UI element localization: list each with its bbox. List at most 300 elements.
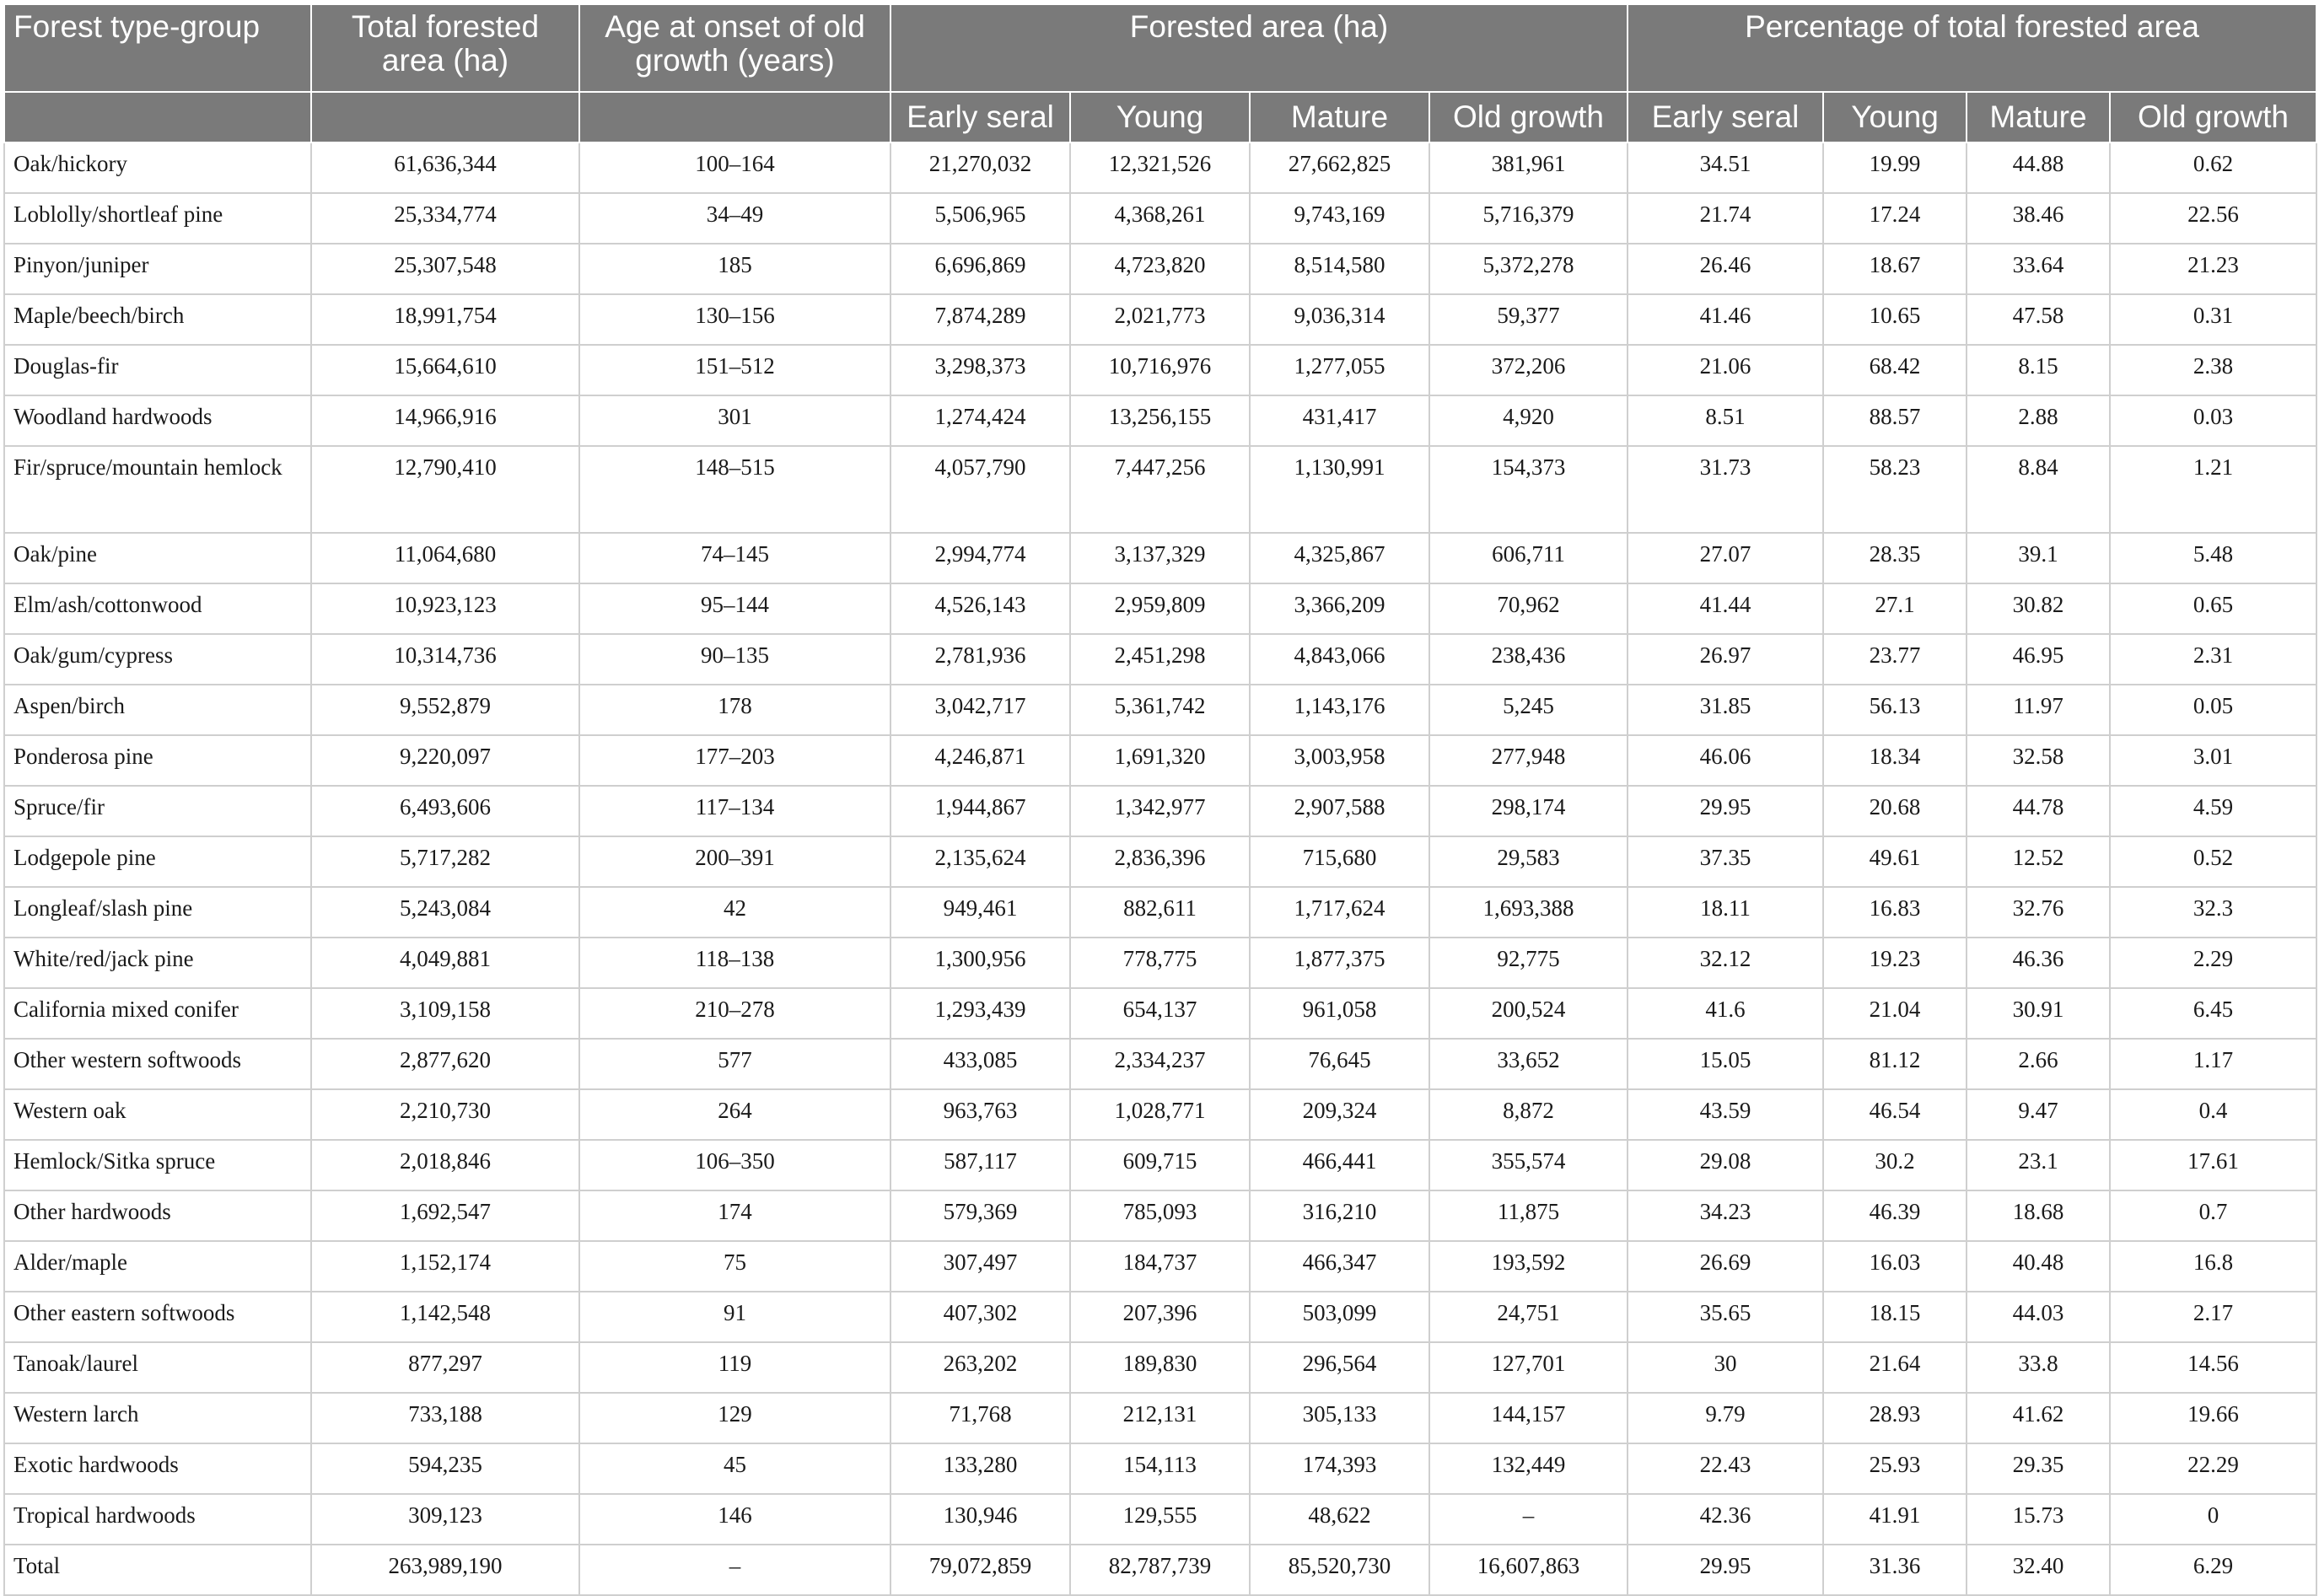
cell-onset-age: 45 xyxy=(579,1443,890,1494)
cell-pct-early-seral: 43.59 xyxy=(1628,1089,1823,1140)
cell-area-mature: 466,441 xyxy=(1250,1140,1429,1190)
cell-pct-early-seral: 29.08 xyxy=(1628,1140,1823,1190)
cell-pct-early-seral: 29.95 xyxy=(1628,786,1823,836)
cell-area-early-seral: 2,135,624 xyxy=(890,836,1070,887)
cell-pct-old-growth: 17.61 xyxy=(2110,1140,2316,1190)
cell-area-early-seral: 7,874,289 xyxy=(890,294,1070,345)
cell-pct-early-seral: 26.97 xyxy=(1628,634,1823,685)
cell-forest-type: Woodland hardwoods xyxy=(4,395,311,446)
cell-area-mature: 209,324 xyxy=(1250,1089,1429,1140)
cell-area-young: 5,361,742 xyxy=(1070,685,1250,735)
subheader-pct-old-growth: Old growth xyxy=(2110,92,2316,142)
cell-pct-mature: 2.88 xyxy=(1967,395,2110,446)
cell-area-early-seral: 587,117 xyxy=(890,1140,1070,1190)
cell-forest-type: Tanoak/laurel xyxy=(4,1342,311,1393)
table-row xyxy=(4,634,2316,685)
cell-area-old-growth: 372,206 xyxy=(1429,345,1628,395)
cell-pct-early-seral: 41.46 xyxy=(1628,294,1823,345)
cell-area-young: 189,830 xyxy=(1070,1342,1250,1393)
cell-pct-old-growth: 22.56 xyxy=(2110,193,2316,244)
cell-forest-type: Douglas-fir xyxy=(4,345,311,395)
cell-area-mature: 4,843,066 xyxy=(1250,634,1429,685)
cell-total-area: 309,123 xyxy=(311,1494,579,1545)
cell-area-mature: 1,717,624 xyxy=(1250,887,1429,938)
cell-area-mature: 85,520,730 xyxy=(1250,1545,1429,1595)
cell-pct-mature: 32.76 xyxy=(1967,887,2110,938)
cell-forest-type: Lodgepole pine xyxy=(4,836,311,887)
table-row xyxy=(4,583,2316,634)
cell-pct-young: 46.54 xyxy=(1823,1089,1967,1140)
cell-onset-age: 42 xyxy=(579,887,890,938)
cell-area-young: 1,342,977 xyxy=(1070,786,1250,836)
cell-forest-type: Oak/pine xyxy=(4,533,311,583)
cell-pct-mature: 8.84 xyxy=(1967,446,2110,533)
cell-area-young: 7,447,256 xyxy=(1070,446,1250,533)
cell-pct-young: 18.67 xyxy=(1823,244,1967,294)
cell-total-area: 10,923,123 xyxy=(311,583,579,634)
cell-area-early-seral: 133,280 xyxy=(890,1443,1070,1494)
cell-area-early-seral: 1,300,956 xyxy=(890,938,1070,988)
cell-pct-young: 68.42 xyxy=(1823,345,1967,395)
cell-area-young: 2,959,809 xyxy=(1070,583,1250,634)
cell-pct-mature: 38.46 xyxy=(1967,193,2110,244)
cell-area-mature: 296,564 xyxy=(1250,1342,1429,1393)
cell-total-area: 5,717,282 xyxy=(311,836,579,887)
cell-pct-old-growth: 5.48 xyxy=(2110,533,2316,583)
cell-total-area: 25,334,774 xyxy=(311,193,579,244)
cell-area-early-seral: 1,274,424 xyxy=(890,395,1070,446)
table-row xyxy=(4,1039,2316,1089)
cell-pct-mature: 44.88 xyxy=(1967,142,2110,193)
header-forest-type: Forest type-group xyxy=(4,4,311,92)
cell-forest-type: Aspen/birch xyxy=(4,685,311,735)
table-row xyxy=(4,244,2316,294)
cell-pct-mature: 11.97 xyxy=(1967,685,2110,735)
cell-pct-mature: 33.8 xyxy=(1967,1342,2110,1393)
cell-area-old-growth: 92,775 xyxy=(1429,938,1628,988)
cell-area-mature: 27,662,825 xyxy=(1250,142,1429,193)
cell-total-area: 10,314,736 xyxy=(311,634,579,685)
cell-pct-young: 28.35 xyxy=(1823,533,1967,583)
cell-area-mature: 1,277,055 xyxy=(1250,345,1429,395)
cell-pct-early-seral: 30 xyxy=(1628,1342,1823,1393)
forest-type-table xyxy=(3,3,2317,1596)
cell-area-young: 13,256,155 xyxy=(1070,395,1250,446)
subheader-pct-young: Young xyxy=(1823,92,1967,142)
cell-area-old-growth: 5,372,278 xyxy=(1429,244,1628,294)
table-row xyxy=(4,193,2316,244)
cell-pct-mature: 33.64 xyxy=(1967,244,2110,294)
cell-area-old-growth: 59,377 xyxy=(1429,294,1628,345)
cell-area-mature: 431,417 xyxy=(1250,395,1429,446)
cell-forest-type: Oak/hickory xyxy=(4,142,311,193)
cell-pct-young: 16.83 xyxy=(1823,887,1967,938)
cell-pct-mature: 2.66 xyxy=(1967,1039,2110,1089)
table-row xyxy=(4,938,2316,988)
cell-area-early-seral: 4,526,143 xyxy=(890,583,1070,634)
cell-pct-old-growth: 16.8 xyxy=(2110,1241,2316,1292)
cell-pct-old-growth: 3.01 xyxy=(2110,735,2316,786)
cell-forest-type: Exotic hardwoods xyxy=(4,1443,311,1494)
cell-pct-mature: 23.1 xyxy=(1967,1140,2110,1190)
cell-area-mature: 961,058 xyxy=(1250,988,1429,1039)
cell-onset-age: 117–134 xyxy=(579,786,890,836)
cell-area-old-growth: 355,574 xyxy=(1429,1140,1628,1190)
cell-onset-age: 130–156 xyxy=(579,294,890,345)
cell-pct-old-growth: 1.21 xyxy=(2110,446,2316,533)
cell-onset-age: 301 xyxy=(579,395,890,446)
cell-area-early-seral: 21,270,032 xyxy=(890,142,1070,193)
cell-area-early-seral: 1,944,867 xyxy=(890,786,1070,836)
cell-pct-young: 81.12 xyxy=(1823,1039,1967,1089)
cell-area-mature: 503,099 xyxy=(1250,1292,1429,1342)
cell-area-old-growth: – xyxy=(1429,1494,1628,1545)
table-row xyxy=(4,1089,2316,1140)
cell-pct-young: 19.99 xyxy=(1823,142,1967,193)
cell-forest-type: Ponderosa pine xyxy=(4,735,311,786)
cell-forest-type: Longleaf/slash pine xyxy=(4,887,311,938)
table-row xyxy=(4,1190,2316,1241)
cell-forest-type: Total xyxy=(4,1545,311,1595)
table-row xyxy=(4,1443,2316,1494)
cell-pct-young: 88.57 xyxy=(1823,395,1967,446)
cell-onset-age: 129 xyxy=(579,1393,890,1443)
cell-area-early-seral: 4,057,790 xyxy=(890,446,1070,533)
cell-pct-old-growth: 2.29 xyxy=(2110,938,2316,988)
cell-pct-old-growth: 22.29 xyxy=(2110,1443,2316,1494)
cell-pct-early-seral: 21.74 xyxy=(1628,193,1823,244)
cell-area-mature: 8,514,580 xyxy=(1250,244,1429,294)
cell-area-early-seral: 3,042,717 xyxy=(890,685,1070,735)
cell-pct-early-seral: 41.6 xyxy=(1628,988,1823,1039)
cell-pct-early-seral: 9.79 xyxy=(1628,1393,1823,1443)
cell-area-old-growth: 200,524 xyxy=(1429,988,1628,1039)
cell-area-old-growth: 144,157 xyxy=(1429,1393,1628,1443)
cell-area-early-seral: 307,497 xyxy=(890,1241,1070,1292)
cell-total-area: 3,109,158 xyxy=(311,988,579,1039)
cell-area-young: 654,137 xyxy=(1070,988,1250,1039)
cell-total-area: 6,493,606 xyxy=(311,786,579,836)
cell-pct-mature: 46.36 xyxy=(1967,938,2110,988)
cell-area-young: 609,715 xyxy=(1070,1140,1250,1190)
table-body xyxy=(4,142,2316,1595)
table-row xyxy=(4,786,2316,836)
cell-pct-early-seral: 31.85 xyxy=(1628,685,1823,735)
cell-area-mature: 4,325,867 xyxy=(1250,533,1429,583)
cell-pct-early-seral: 21.06 xyxy=(1628,345,1823,395)
cell-forest-type: Fir/spruce/mountain hemlock xyxy=(4,446,311,533)
cell-forest-type: Spruce/fir xyxy=(4,786,311,836)
cell-area-old-growth: 5,716,379 xyxy=(1429,193,1628,244)
cell-forest-type: Loblolly/shortleaf pine xyxy=(4,193,311,244)
cell-area-young: 1,691,320 xyxy=(1070,735,1250,786)
cell-area-old-growth: 5,245 xyxy=(1429,685,1628,735)
cell-area-mature: 48,622 xyxy=(1250,1494,1429,1545)
cell-pct-mature: 47.58 xyxy=(1967,294,2110,345)
table-row xyxy=(4,1393,2316,1443)
cell-area-mature: 1,143,176 xyxy=(1250,685,1429,735)
cell-area-mature: 1,877,375 xyxy=(1250,938,1429,988)
cell-forest-type: Other hardwoods xyxy=(4,1190,311,1241)
cell-area-early-seral: 3,298,373 xyxy=(890,345,1070,395)
cell-pct-young: 21.64 xyxy=(1823,1342,1967,1393)
table-row xyxy=(4,395,2316,446)
cell-area-early-seral: 949,461 xyxy=(890,887,1070,938)
cell-pct-mature: 9.47 xyxy=(1967,1089,2110,1140)
cell-total-area: 2,210,730 xyxy=(311,1089,579,1140)
cell-area-mature: 9,036,314 xyxy=(1250,294,1429,345)
cell-onset-age: 178 xyxy=(579,685,890,735)
cell-area-old-growth: 11,875 xyxy=(1429,1190,1628,1241)
cell-area-mature: 3,366,209 xyxy=(1250,583,1429,634)
cell-pct-early-seral: 34.51 xyxy=(1628,142,1823,193)
cell-pct-mature: 29.35 xyxy=(1967,1443,2110,1494)
cell-onset-age: 177–203 xyxy=(579,735,890,786)
cell-area-young: 12,321,526 xyxy=(1070,142,1250,193)
cell-pct-early-seral: 26.69 xyxy=(1628,1241,1823,1292)
cell-pct-young: 10.65 xyxy=(1823,294,1967,345)
cell-area-mature: 305,133 xyxy=(1250,1393,1429,1443)
table-row xyxy=(4,836,2316,887)
cell-pct-old-growth: 2.17 xyxy=(2110,1292,2316,1342)
cell-pct-old-growth: 14.56 xyxy=(2110,1342,2316,1393)
cell-forest-type: Other western softwoods xyxy=(4,1039,311,1089)
cell-pct-mature: 46.95 xyxy=(1967,634,2110,685)
cell-area-early-seral: 79,072,859 xyxy=(890,1545,1070,1595)
cell-pct-mature: 12.52 xyxy=(1967,836,2110,887)
cell-onset-age: 185 xyxy=(579,244,890,294)
cell-area-old-growth: 606,711 xyxy=(1429,533,1628,583)
cell-pct-mature: 30.91 xyxy=(1967,988,2110,1039)
cell-pct-young: 25.93 xyxy=(1823,1443,1967,1494)
cell-forest-type: Elm/ash/cottonwood xyxy=(4,583,311,634)
cell-onset-age: 74–145 xyxy=(579,533,890,583)
cell-pct-old-growth: 1.17 xyxy=(2110,1039,2316,1089)
cell-onset-age: 146 xyxy=(579,1494,890,1545)
cell-pct-old-growth: 0.31 xyxy=(2110,294,2316,345)
cell-pct-early-seral: 41.44 xyxy=(1628,583,1823,634)
cell-onset-age: 34–49 xyxy=(579,193,890,244)
cell-pct-young: 56.13 xyxy=(1823,685,1967,735)
header-total-area: Total forested area (ha) xyxy=(311,4,579,92)
cell-pct-early-seral: 31.73 xyxy=(1628,446,1823,533)
cell-area-early-seral: 6,696,869 xyxy=(890,244,1070,294)
cell-area-old-growth: 1,693,388 xyxy=(1429,887,1628,938)
table-row xyxy=(4,1140,2316,1190)
cell-onset-age: 90–135 xyxy=(579,634,890,685)
cell-pct-early-seral: 46.06 xyxy=(1628,735,1823,786)
header-percentage: Percentage of total forested area xyxy=(1628,4,2316,92)
cell-area-early-seral: 71,768 xyxy=(890,1393,1070,1443)
cell-pct-young: 58.23 xyxy=(1823,446,1967,533)
cell-total-area: 2,018,846 xyxy=(311,1140,579,1190)
cell-area-young: 2,021,773 xyxy=(1070,294,1250,345)
cell-area-young: 129,555 xyxy=(1070,1494,1250,1545)
table-row xyxy=(4,887,2316,938)
cell-area-mature: 3,003,958 xyxy=(1250,735,1429,786)
cell-forest-type: Hemlock/Sitka spruce xyxy=(4,1140,311,1190)
cell-onset-age: 151–512 xyxy=(579,345,890,395)
cell-forest-type: Western oak xyxy=(4,1089,311,1140)
cell-area-old-growth: 193,592 xyxy=(1429,1241,1628,1292)
cell-area-mature: 76,645 xyxy=(1250,1039,1429,1089)
cell-area-young: 82,787,739 xyxy=(1070,1545,1250,1595)
table-row xyxy=(4,142,2316,193)
cell-pct-old-growth: 0 xyxy=(2110,1494,2316,1545)
cell-pct-young: 28.93 xyxy=(1823,1393,1967,1443)
cell-pct-early-seral: 8.51 xyxy=(1628,395,1823,446)
subheader-area-young: Young xyxy=(1070,92,1250,142)
cell-area-mature: 715,680 xyxy=(1250,836,1429,887)
cell-pct-mature: 18.68 xyxy=(1967,1190,2110,1241)
cell-area-old-growth: 127,701 xyxy=(1429,1342,1628,1393)
cell-pct-old-growth: 0.65 xyxy=(2110,583,2316,634)
cell-pct-mature: 41.62 xyxy=(1967,1393,2110,1443)
header-blank xyxy=(579,92,890,142)
cell-pct-young: 18.34 xyxy=(1823,735,1967,786)
cell-total-area: 4,049,881 xyxy=(311,938,579,988)
cell-onset-age: 100–164 xyxy=(579,142,890,193)
cell-total-area: 9,552,879 xyxy=(311,685,579,735)
cell-area-mature: 9,743,169 xyxy=(1250,193,1429,244)
cell-area-old-growth: 16,607,863 xyxy=(1429,1545,1628,1595)
cell-total-area: 1,142,548 xyxy=(311,1292,579,1342)
cell-forest-type: Western larch xyxy=(4,1393,311,1443)
table-row xyxy=(4,685,2316,735)
cell-area-young: 778,775 xyxy=(1070,938,1250,988)
header-onset-age: Age at onset of old growth (years) xyxy=(579,4,890,92)
cell-onset-age: 118–138 xyxy=(579,938,890,988)
cell-area-mature: 1,130,991 xyxy=(1250,446,1429,533)
cell-area-early-seral: 5,506,965 xyxy=(890,193,1070,244)
cell-onset-age: 200–391 xyxy=(579,836,890,887)
cell-area-young: 2,836,396 xyxy=(1070,836,1250,887)
cell-area-early-seral: 263,202 xyxy=(890,1342,1070,1393)
subheader-area-early-seral: Early seral xyxy=(890,92,1070,142)
cell-area-old-growth: 132,449 xyxy=(1429,1443,1628,1494)
cell-area-early-seral: 4,246,871 xyxy=(890,735,1070,786)
cell-area-early-seral: 2,781,936 xyxy=(890,634,1070,685)
cell-area-young: 10,716,976 xyxy=(1070,345,1250,395)
cell-pct-mature: 15.73 xyxy=(1967,1494,2110,1545)
cell-pct-mature: 32.40 xyxy=(1967,1545,2110,1595)
cell-area-mature: 466,347 xyxy=(1250,1241,1429,1292)
cell-total-area: 12,790,410 xyxy=(311,446,579,533)
cell-pct-young: 41.91 xyxy=(1823,1494,1967,1545)
cell-area-old-growth: 298,174 xyxy=(1429,786,1628,836)
cell-area-young: 3,137,329 xyxy=(1070,533,1250,583)
cell-pct-young: 20.68 xyxy=(1823,786,1967,836)
cell-area-old-growth: 4,920 xyxy=(1429,395,1628,446)
cell-pct-young: 46.39 xyxy=(1823,1190,1967,1241)
cell-pct-early-seral: 35.65 xyxy=(1628,1292,1823,1342)
cell-pct-old-growth: 2.31 xyxy=(2110,634,2316,685)
cell-onset-age: 75 xyxy=(579,1241,890,1292)
cell-pct-young: 16.03 xyxy=(1823,1241,1967,1292)
cell-area-old-growth: 8,872 xyxy=(1429,1089,1628,1140)
cell-area-early-seral: 433,085 xyxy=(890,1039,1070,1089)
cell-onset-age: 119 xyxy=(579,1342,890,1393)
cell-total-area: 5,243,084 xyxy=(311,887,579,938)
total-row xyxy=(4,1545,2316,1595)
cell-pct-early-seral: 22.43 xyxy=(1628,1443,1823,1494)
cell-onset-age: 264 xyxy=(579,1089,890,1140)
cell-pct-old-growth: 32.3 xyxy=(2110,887,2316,938)
cell-area-young: 2,451,298 xyxy=(1070,634,1250,685)
cell-area-old-growth: 154,373 xyxy=(1429,446,1628,533)
cell-pct-young: 49.61 xyxy=(1823,836,1967,887)
cell-onset-age: 174 xyxy=(579,1190,890,1241)
cell-forest-type: Maple/beech/birch xyxy=(4,294,311,345)
cell-forest-type: Pinyon/juniper xyxy=(4,244,311,294)
cell-pct-young: 23.77 xyxy=(1823,634,1967,685)
cell-total-area: 263,989,190 xyxy=(311,1545,579,1595)
cell-pct-old-growth: 21.23 xyxy=(2110,244,2316,294)
table-row xyxy=(4,1241,2316,1292)
cell-pct-early-seral: 32.12 xyxy=(1628,938,1823,988)
cell-pct-old-growth: 6.29 xyxy=(2110,1545,2316,1595)
cell-pct-early-seral: 42.36 xyxy=(1628,1494,1823,1545)
cell-pct-young: 21.04 xyxy=(1823,988,1967,1039)
cell-area-young: 212,131 xyxy=(1070,1393,1250,1443)
cell-area-early-seral: 130,946 xyxy=(890,1494,1070,1545)
table-row xyxy=(4,533,2316,583)
cell-pct-early-seral: 37.35 xyxy=(1628,836,1823,887)
cell-onset-age: 210–278 xyxy=(579,988,890,1039)
cell-pct-old-growth: 0.52 xyxy=(2110,836,2316,887)
cell-area-young: 882,611 xyxy=(1070,887,1250,938)
cell-onset-age: 95–144 xyxy=(579,583,890,634)
header-blank xyxy=(4,92,311,142)
cell-pct-early-seral: 18.11 xyxy=(1628,887,1823,938)
cell-forest-type: Other eastern softwoods xyxy=(4,1292,311,1342)
subheader-area-mature: Mature xyxy=(1250,92,1429,142)
cell-pct-early-seral: 27.07 xyxy=(1628,533,1823,583)
cell-area-early-seral: 407,302 xyxy=(890,1292,1070,1342)
cell-area-old-growth: 238,436 xyxy=(1429,634,1628,685)
cell-pct-young: 17.24 xyxy=(1823,193,1967,244)
cell-pct-old-growth: 6.45 xyxy=(2110,988,2316,1039)
cell-pct-mature: 39.1 xyxy=(1967,533,2110,583)
cell-pct-old-growth: 19.66 xyxy=(2110,1393,2316,1443)
cell-total-area: 1,692,547 xyxy=(311,1190,579,1241)
cell-pct-old-growth: 0.4 xyxy=(2110,1089,2316,1140)
cell-pct-mature: 44.03 xyxy=(1967,1292,2110,1342)
cell-area-old-growth: 33,652 xyxy=(1429,1039,1628,1089)
table-row xyxy=(4,345,2316,395)
cell-pct-young: 30.2 xyxy=(1823,1140,1967,1190)
cell-pct-mature: 44.78 xyxy=(1967,786,2110,836)
cell-area-old-growth: 70,962 xyxy=(1429,583,1628,634)
cell-pct-mature: 32.58 xyxy=(1967,735,2110,786)
cell-total-area: 877,297 xyxy=(311,1342,579,1393)
table-row xyxy=(4,735,2316,786)
cell-area-young: 154,113 xyxy=(1070,1443,1250,1494)
cell-forest-type: White/red/jack pine xyxy=(4,938,311,988)
cell-onset-age: 148–515 xyxy=(579,446,890,533)
cell-forest-type: Alder/maple xyxy=(4,1241,311,1292)
cell-area-old-growth: 277,948 xyxy=(1429,735,1628,786)
cell-pct-old-growth: 0.62 xyxy=(2110,142,2316,193)
cell-total-area: 14,966,916 xyxy=(311,395,579,446)
cell-total-area: 25,307,548 xyxy=(311,244,579,294)
cell-total-area: 61,636,344 xyxy=(311,142,579,193)
cell-area-mature: 2,907,588 xyxy=(1250,786,1429,836)
table-row xyxy=(4,988,2316,1039)
header-forested-area: Forested area (ha) xyxy=(890,4,1628,92)
cell-forest-type: California mixed conifer xyxy=(4,988,311,1039)
cell-pct-mature: 40.48 xyxy=(1967,1241,2110,1292)
